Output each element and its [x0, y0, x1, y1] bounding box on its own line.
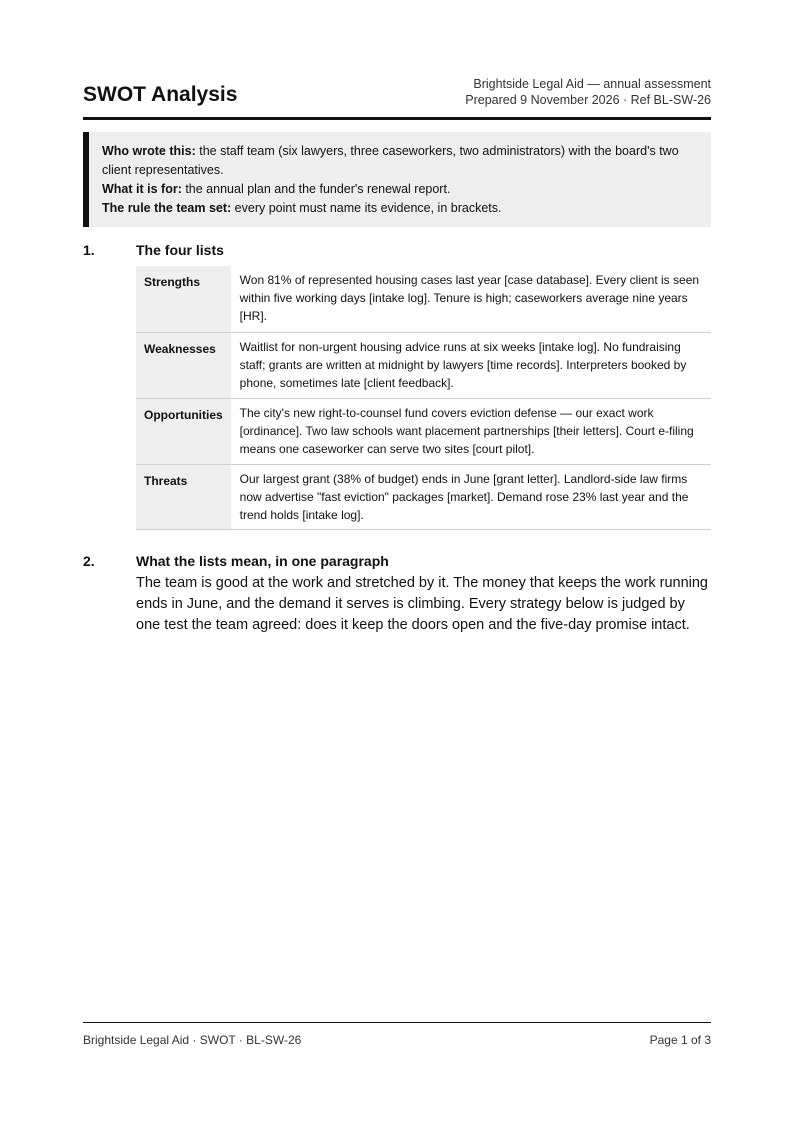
page-footer	[83, 1022, 711, 1046]
swot-text: Waitlist for non-urgent housing advice runs at six weeks [intake log]. No fundraising staff; grants are written at midnight by lawyers [time records]. Interpreters booked by phone, sometimes late [client feedback].	[231, 332, 711, 398]
note-rule	[102, 199, 699, 218]
swot-table	[136, 266, 711, 530]
page-title: SWOT Analysis	[83, 83, 238, 106]
document-header	[83, 74, 711, 120]
note-what-text: the annual plan and the funder's renewal report.	[181, 182, 451, 196]
document-meta	[465, 76, 711, 108]
note-who	[102, 142, 699, 180]
summary-paragraph: The team is good at the work and stretched by it. The money that keeps the work running ends in June, and the demand it serves is climbing. Every strategy below is judged by one test the team agreed: does it keep the doors open and the five-day promise intact.	[136, 575, 708, 633]
context-note	[83, 132, 711, 227]
note-what-label: What it is for:	[102, 182, 182, 196]
swot-row-opportunities	[136, 398, 711, 464]
swot-label: Threats	[136, 464, 231, 529]
footer-reference: Brightside Legal Aid · SWOT · BL-SW-26	[83, 1033, 302, 1047]
swot-row-threats	[136, 464, 711, 529]
swot-label: Weaknesses	[136, 332, 231, 398]
note-rule-text: every point must name its evidence, in brackets.	[231, 201, 502, 215]
swot-row-weaknesses	[136, 332, 711, 398]
section-title: What the lists mean, in one paragraph	[136, 553, 389, 569]
section-number: 1.	[83, 242, 95, 258]
page-number: Page 1 of 3	[649, 1033, 711, 1047]
swot-row-strengths	[136, 266, 711, 332]
swot-text: Our largest grant (38% of budget) ends in June [grant letter]. Landlord-side law firms now advertise "fast eviction" packages [market]. Demand rose 23% last year and the trend holds [intake log].	[231, 464, 711, 529]
note-who-label: Who wrote this:	[102, 144, 196, 158]
document-page	[83, 0, 711, 1123]
swot-text: Won 81% of represented housing cases last year [case database]. Every client is seen within five working days [intake log]. Tenure is high; caseworkers average nine years [HR].	[231, 266, 711, 332]
note-rule-label: The rule the team set:	[102, 201, 232, 215]
note-what	[102, 180, 699, 199]
swot-text: The city's new right-to-counsel fund covers eviction defense — our exact work [ordinance]. Two law schools want placement partnerships [their letters]. Court e-filing means one caseworker can serve two sites [court pilot].	[231, 398, 711, 464]
section-title: The four lists	[136, 242, 224, 258]
section-number: 2.	[83, 553, 95, 569]
org-line: Brightside Legal Aid — annual assessment	[473, 77, 711, 91]
swot-label: Opportunities	[136, 398, 231, 464]
swot-label: Strengths	[136, 266, 231, 332]
note-who-text: the staff team (six lawyers, three caseworkers, two administrators) with the board's two client representatives.	[102, 144, 679, 177]
prepared-line: Prepared 9 November 2026 · Ref BL-SW-26	[465, 93, 711, 107]
